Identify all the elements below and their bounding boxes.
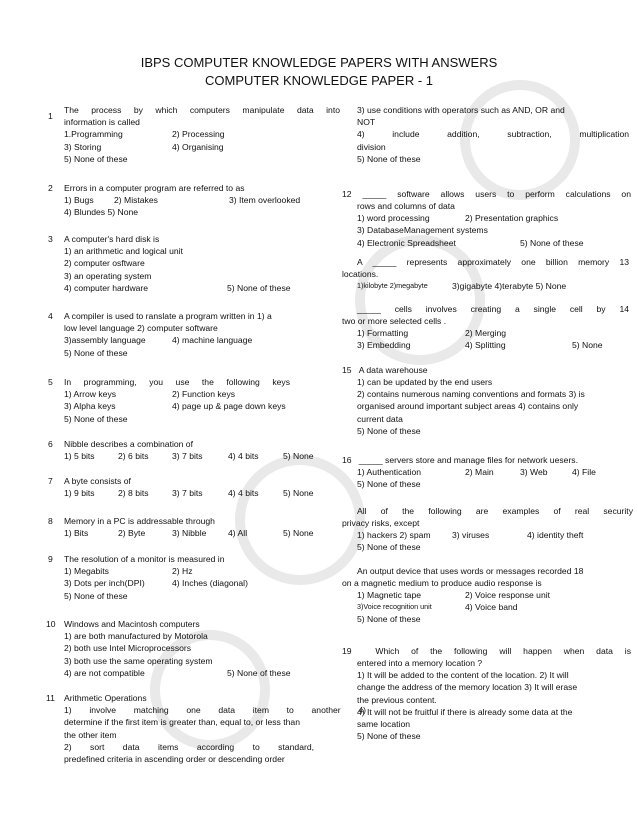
option: 1) Formatting [357, 328, 409, 338]
question-text: two or more selected cells . [342, 316, 447, 326]
option: organised around important subject areas 4) contains only [357, 401, 579, 412]
option: 4) page up & page down keys [172, 401, 286, 412]
question-18-options [357, 589, 629, 626]
question-text: A computer's hard disk is [64, 234, 160, 244]
question-number: 8 [48, 516, 53, 526]
option: 1) Arrow keys [64, 389, 117, 400]
question-text: low level language 2) computer software [64, 323, 218, 334]
question-number: 2 [48, 183, 53, 193]
option: 2) Voice response unit [465, 590, 551, 600]
option: 2) Function keys [172, 389, 236, 400]
question-11-continued [357, 104, 629, 165]
question-15 [342, 364, 631, 376]
option: 3) Dots per inch(DPI) [64, 578, 145, 589]
question-text: locations. [342, 269, 379, 279]
option: 4) It will not be fruitful if there is already some data at the [357, 706, 573, 717]
option: 3) Item overlooked [229, 195, 301, 206]
question-text: division [357, 141, 386, 152]
question-text: 3) use conditions with operators such as AND, OR and [357, 105, 565, 115]
question-text: 5) None of these [357, 153, 421, 164]
option: 4) Inches (diagonal) [172, 578, 248, 589]
option: 1) word processing [357, 213, 430, 224]
option: 4) identity theft [527, 530, 584, 540]
question-13 [357, 256, 629, 268]
option: 5) None [283, 528, 314, 539]
question-number: 10 [46, 619, 56, 629]
option: 5) None of these [520, 237, 584, 248]
option: same location [357, 718, 411, 729]
option: 1) 5 bits [64, 451, 95, 462]
option: 3) both use the same operating system [64, 655, 213, 666]
question-number: 15 [342, 365, 352, 375]
option: 1) Bugs [64, 195, 94, 206]
option: 1.Programming [64, 129, 123, 140]
option: 1) hackers 2) spam [357, 530, 431, 540]
question-7 [64, 475, 340, 499]
question-text: the other item [64, 729, 117, 740]
question-number: 12 [342, 189, 352, 199]
question-number: 9 [48, 554, 53, 564]
question-12-body [357, 200, 629, 249]
option: 1)kilobyte 2)megabyte [357, 281, 428, 290]
question-number: 19 [342, 646, 352, 656]
question-number: 7 [48, 476, 53, 486]
question-text: The process by which computers manipulate data into [64, 105, 340, 115]
option: 3) Web [520, 467, 548, 477]
option: 2) Merging [465, 328, 507, 338]
question-text: Nibble describes a combination of [64, 439, 193, 449]
question-number: 6 [48, 439, 53, 449]
option: 2) contains numerous naming conventions and formats 3) is [357, 389, 585, 400]
question-number: 3 [48, 234, 53, 244]
option: 3)gigabyte 4)terabyte 5) None [452, 281, 567, 291]
question-18-body [342, 577, 627, 589]
question-19-body [357, 657, 629, 742]
option: 2) Presentation graphics [465, 213, 559, 224]
option: 4) Blundes 5) None [64, 207, 139, 218]
question-text: Errors in a computer program are referred to as [64, 183, 245, 193]
option: 1) Bits [64, 528, 89, 539]
option: 5) None of these [357, 479, 421, 490]
option: 5) None [572, 340, 603, 351]
option: 1) an arithmetic and logical unit [64, 246, 183, 257]
question-5 [64, 376, 290, 425]
question-text: In programming, you use the following keys [64, 377, 290, 387]
question-14-options [357, 327, 629, 351]
option: 5) None of these [227, 667, 291, 678]
option: 4) Electronic Spreadsheet [357, 237, 456, 248]
question-text: 4) include addition, subtraction, multiplication [357, 129, 629, 140]
question-text: All of the following are examples of real security [357, 506, 633, 516]
question-number: 11 [46, 693, 55, 703]
document-subtitle: COMPUTER KNOWLEDGE PAPER - 1 [204, 73, 433, 88]
question-text: An output device that uses words or messages recorded [357, 566, 572, 576]
question-text: entered into a memory location ? [357, 658, 483, 668]
question-8 [64, 515, 340, 539]
question-text: 1) involve matching one data item to another 4) [64, 705, 366, 716]
question-text: 2) sort data items according to standard, [64, 741, 314, 752]
question-17-options [357, 529, 629, 553]
option: 1) can be updated by the end users [357, 377, 493, 387]
option: 3) Embedding [357, 340, 411, 351]
option: 4) computer hardware [64, 282, 149, 293]
question-13-body [342, 268, 622, 280]
option: 2) computer osftware [64, 258, 145, 269]
option: 4) are not compatible [64, 667, 145, 678]
option: 5) None of these [357, 614, 421, 625]
question-text: Windows and Macintosh computers [64, 619, 200, 629]
option: 4) Splitting [465, 340, 506, 351]
question-number: 4 [48, 311, 53, 321]
option: 2) 8 bits [118, 488, 149, 499]
option: 2) Hz [172, 566, 193, 577]
option: 5) None [283, 451, 314, 462]
option: 2) both use Intel Microprocessors [64, 643, 192, 654]
option: change the address of the memory location 3) It will erase [357, 682, 578, 693]
question-6 [64, 438, 340, 462]
option: 4) machine language [172, 335, 253, 346]
question-12 [342, 188, 631, 200]
question-text: privacy risks, except [342, 518, 420, 528]
option: 4) File [572, 467, 596, 477]
option: 3) 7 bits [172, 488, 203, 499]
question-18 [357, 565, 629, 577]
question-text: predefined criteria in ascending order or descending order [64, 753, 285, 764]
question-16 [342, 454, 631, 466]
question-number: 16 [342, 455, 352, 465]
option: 5) None [283, 488, 314, 499]
question-text: _____ servers store and manage files for network uesers. [358, 455, 578, 465]
option: current data [357, 413, 403, 424]
option: 1) It will be added to the content of the location. 2) It will [357, 670, 569, 681]
question-text: NOT [357, 117, 376, 128]
option: 1) are both manufactured by Motorola [64, 631, 208, 642]
option: 3) an operating system [64, 270, 152, 281]
option: 5) None of these [357, 542, 421, 553]
question-number: 14 [619, 304, 629, 314]
option: 4) Voice band [465, 602, 518, 613]
option: 3)assembly language [64, 335, 146, 346]
question-text: rows and columns of data [357, 201, 455, 211]
question-4 [64, 310, 340, 359]
option: 5) None of these [64, 413, 128, 424]
option: 5) None of these [227, 282, 291, 293]
option: 2) 6 bits [118, 451, 149, 462]
question-text: A _____ represents approximately one billion memory [357, 257, 610, 267]
question-text: information is called [64, 117, 140, 128]
question-11 [64, 692, 366, 765]
option: 2) Byte [118, 528, 146, 539]
option: 1) Magnetic tape [357, 590, 422, 600]
question-16-options [357, 466, 629, 490]
option: 4) 4 bits [228, 488, 259, 499]
question-text: Arithmetic Operations [64, 693, 147, 703]
question-17 [357, 505, 633, 517]
question-9 [64, 553, 340, 602]
question-2 [64, 182, 340, 219]
option: 3) Alpha keys [64, 401, 116, 412]
option: 4) 4 bits [228, 451, 259, 462]
option: 1) Authentication [357, 467, 422, 477]
question-3 [64, 233, 340, 294]
option: 4) All [228, 528, 248, 539]
question-10 [64, 618, 340, 679]
question-text: Memory in a PC is addressable through [64, 516, 215, 526]
option: 3) viruses [452, 530, 490, 540]
option: 1) 9 bits [64, 488, 95, 499]
question-13-options [357, 280, 629, 292]
option: 5) None of these [64, 347, 128, 358]
option: 2) Main [465, 467, 494, 477]
question-text: on a magnetic medium to produce audio response is [342, 578, 542, 588]
option: 3) 7 bits [172, 451, 203, 462]
option: 3) Storing [64, 141, 102, 152]
question-text: A data warehouse [358, 365, 428, 375]
question-14-body [342, 315, 622, 327]
question-number: 1 [48, 111, 53, 121]
question-number: 13 [619, 257, 629, 267]
question-number: 18 [573, 566, 584, 576]
option: 2) Mistakes [114, 195, 158, 206]
question-text: A byte consists of [64, 476, 131, 486]
question-text: determine if the first item is greater than, equal to, or less than [64, 717, 300, 728]
document-title: IBPS COMPUTER KNOWLEDGE PAPERS WITH ANSWERS [140, 55, 498, 70]
question-number: 5 [48, 377, 53, 387]
question-1 [64, 104, 340, 165]
option: 3) DatabaseManagement systems [357, 225, 488, 236]
option: the previous content. [357, 694, 437, 705]
question-text: _____ cells involves creating a single cell by [357, 304, 606, 314]
option: 2) Processing [172, 129, 225, 140]
option: 4) Organising [172, 141, 224, 152]
question-19 [342, 645, 631, 657]
option: 5) None of these [357, 425, 421, 436]
option: 1) Megabits [64, 566, 109, 577]
option: 3) Nibble [172, 528, 207, 539]
question-17-body [342, 517, 622, 529]
question-text: _____ software allows users to perform calculations on [362, 189, 631, 199]
question-14 [357, 303, 629, 315]
question-text: A compiler is used to ranslate a program written in 1) a [64, 311, 272, 321]
option: 5) None of these [357, 731, 421, 742]
question-text: The resolution of a monitor is measured in [64, 554, 225, 564]
question-15-options [357, 376, 629, 437]
option: 5) None of these [64, 153, 128, 164]
option: 3)Voice recognition unit [357, 602, 432, 612]
option: 5) None of these [64, 590, 128, 601]
question-text: Which of the following will happen when data is [375, 646, 632, 656]
